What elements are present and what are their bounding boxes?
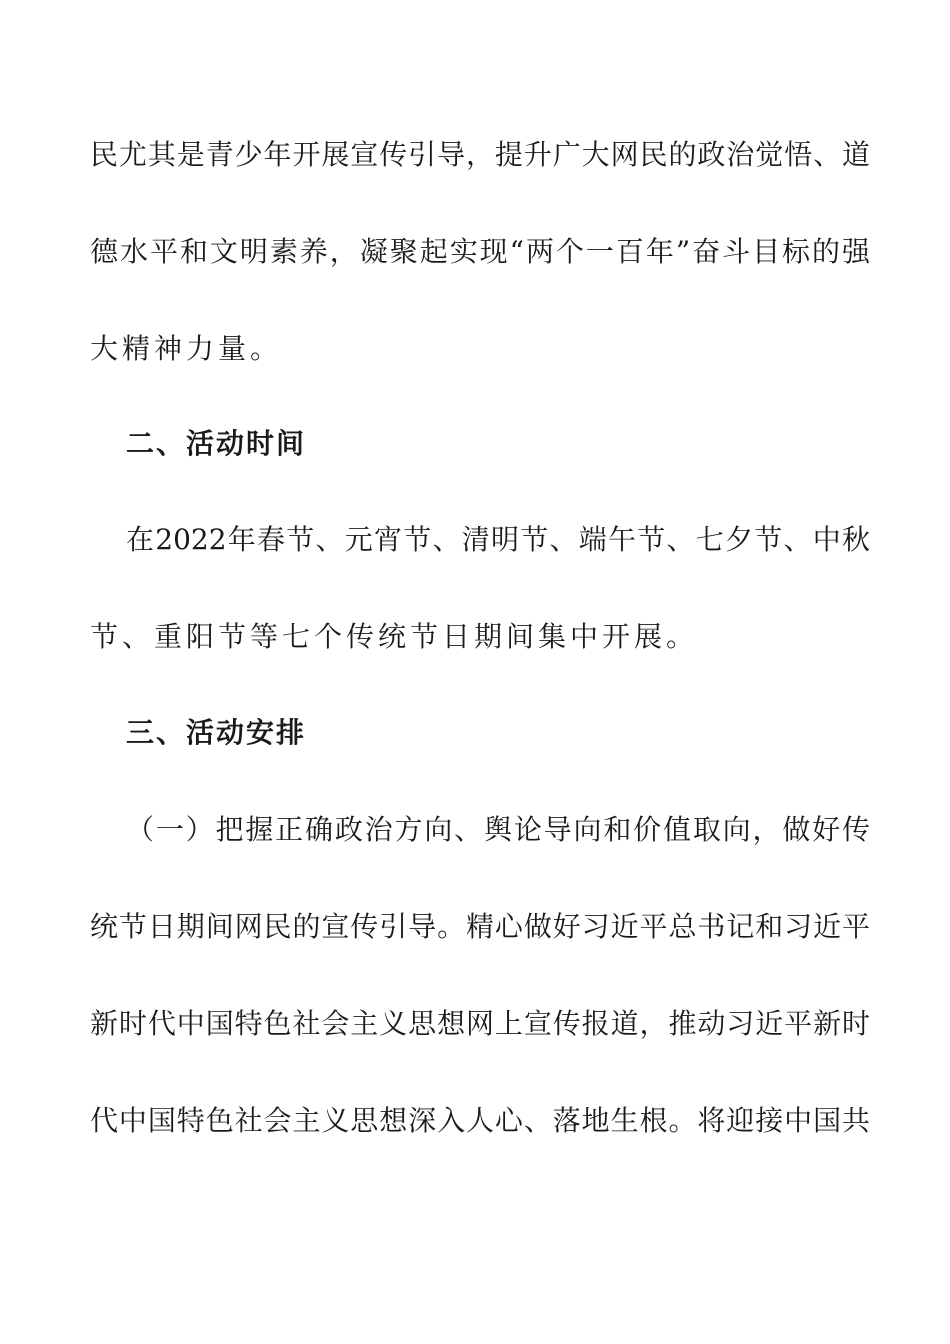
section-heading: 三、活动安排 <box>126 716 307 749</box>
paragraph-line: 统节日期间网民的宣传引导。精心做好习近平总书记和习近平 <box>90 910 870 943</box>
paragraph-line: 民尤其是青少年开展宣传引导，提升广大网民的政治觉悟、道 <box>90 138 870 171</box>
paragraph-line: 节、重阳节等七个传统节日期间集中开展。 <box>90 620 699 653</box>
paragraph-line: 大精神力量。 <box>90 332 283 365</box>
paragraph-line: 新时代中国特色社会主义思想网上宣传报道，推动习近平新时 <box>90 1007 870 1040</box>
paragraph-line: 代中国特色社会主义思想深入人心、落地生根。将迎接中国共 <box>90 1104 870 1137</box>
paragraph-line: 德水平和文明素养，凝聚起实现“两个一百年”奋斗目标的强 <box>90 235 870 268</box>
paragraph-line: （一）把握正确政治方向、舆论导向和价值取向，做好传 <box>126 813 870 846</box>
paragraph-line: 在2022年春节、元宵节、清明节、端午节、七夕节、中秋 <box>126 523 870 556</box>
section-heading: 二、活动时间 <box>126 427 307 460</box>
